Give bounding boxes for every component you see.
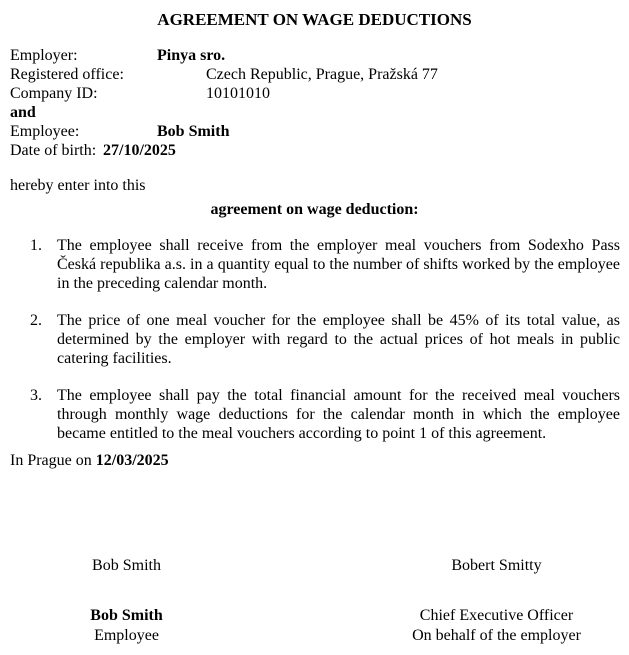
signing-place: In Prague on	[10, 452, 92, 469]
dob-row	[0, 141, 629, 160]
intro-text: hereby enter into this	[10, 177, 146, 194]
signing-date: 12/03/2025	[95, 452, 169, 469]
printed-name-employee: Bob Smith	[90, 607, 163, 624]
dob-label: Date of birth:	[10, 142, 97, 159]
document-title: AGREEMENT ON WAGE DEDUCTIONS	[157, 10, 472, 29]
clause-item-3	[0, 386, 629, 443]
employer-row	[0, 46, 629, 65]
clauses-list	[0, 236, 629, 461]
printed-name-employer: Chief Executive Officer	[419, 607, 574, 624]
company-id-label: Company ID:	[10, 85, 98, 102]
parties-block	[0, 46, 629, 160]
clause-number: 3.	[30, 387, 42, 404]
dob-value: 27/10/2025	[103, 142, 176, 159]
employee-label: Employee:	[10, 123, 80, 140]
connector-row	[0, 103, 629, 122]
employee-row	[0, 122, 629, 141]
registered-office-label: Registered office:	[10, 66, 124, 83]
signing-line	[10, 451, 169, 470]
clause-text: The price of one meal voucher for the employee shall be 45% of its total value, as determined by the employer with regard to the actual prices of hot meals in public catering facilities.	[57, 312, 620, 367]
role-employee: Employee	[94, 627, 159, 644]
clause-number: 2.	[30, 312, 42, 329]
registered-office-row	[0, 65, 629, 84]
clause-number: 1.	[30, 237, 42, 254]
company-id-value: 10101010	[206, 85, 270, 102]
clause-item-1	[0, 236, 629, 293]
employer-label: Employer:	[10, 47, 78, 64]
connector-text: and	[10, 104, 36, 121]
signature-block-employer	[366, 606, 627, 646]
agreement-subtitle: agreement on wage deduction:	[210, 201, 419, 218]
company-id-row	[0, 84, 629, 103]
employee-value: Bob Smith	[157, 123, 230, 140]
clause-text: The employee shall receive from the employer meal vouchers from Sodexho Pass Česká republika a.s. in a quantity equal to the number of shifts worked by the employee in the preceding calendar month.	[57, 237, 620, 292]
clause-text: The employee shall pay the total financial amount for the received meal vouchers through monthly wage deductions for the calendar month in which the employee became entitled to the meal vouchers according to point 1 of this agreement.	[57, 387, 620, 442]
signature-block-employee	[10, 606, 243, 646]
signature-name-employee: Bob Smith	[92, 557, 161, 574]
clause-item-2	[0, 311, 629, 368]
registered-office-value: Czech Republic, Prague, Pražská 77	[206, 66, 438, 83]
employer-value: Pinya sro.	[157, 47, 226, 64]
signature-name-employer: Bobert Smitty	[451, 557, 542, 574]
role-employer: On behalf of the employer	[412, 627, 581, 644]
